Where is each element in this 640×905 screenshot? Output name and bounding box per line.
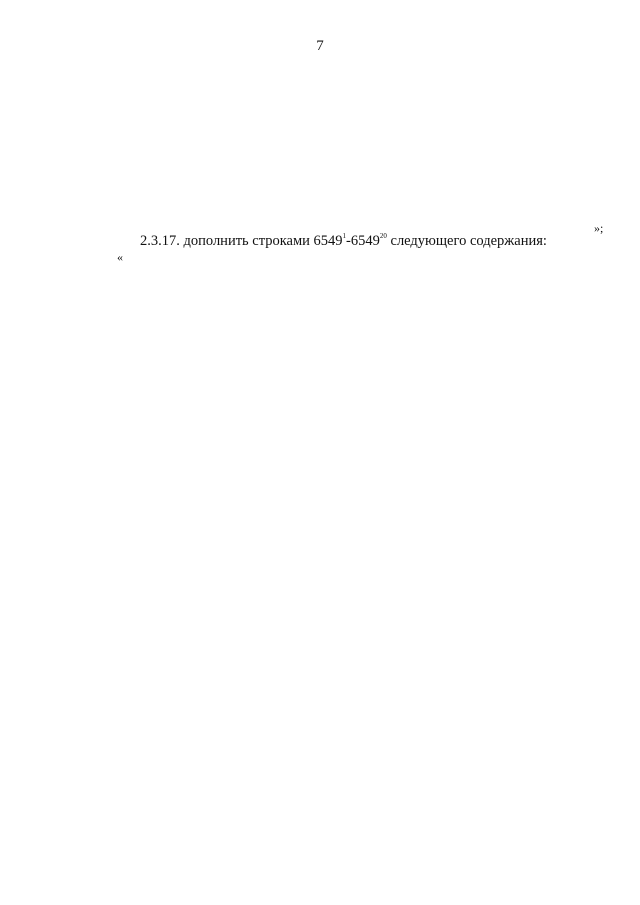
opening-quote: « <box>117 250 123 264</box>
page-number: 7 <box>316 38 324 54</box>
section-heading: 2.3.17. дополнить строками 6549$^1$-6549$^{20}$ следующего содержания: <box>140 232 547 249</box>
closing-quote: »; <box>594 221 604 235</box>
